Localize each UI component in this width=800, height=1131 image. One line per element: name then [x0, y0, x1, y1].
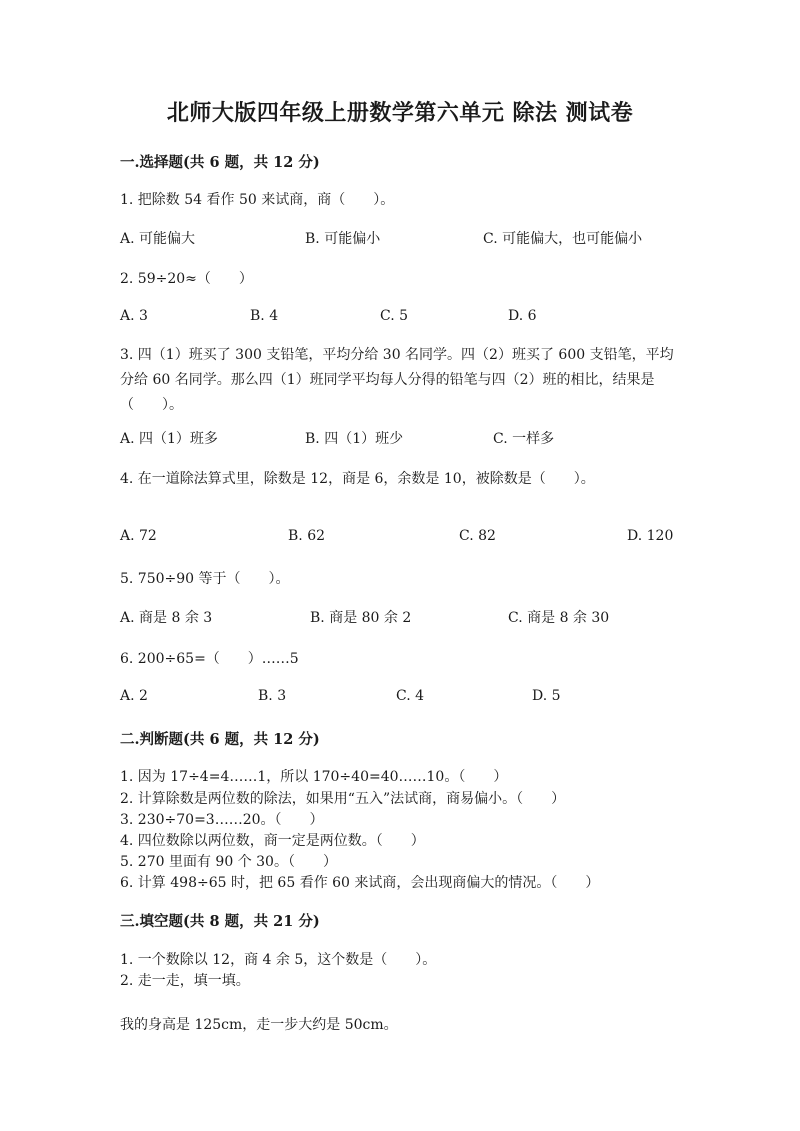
option: A. 3: [120, 308, 148, 324]
question-stem: 3. 四（1）班买了 300 支铅笔，平均分给 30 名同学。四（2）班买了 600 支铅笔，平均分给 60 名同学。那么四（1）班同学平均每人分得的铅笔与四（2）班的相比，结果是（ ）。: [120, 347, 674, 413]
option: A. 商是 8 余 3: [120, 610, 213, 626]
option: C. 一样多: [493, 431, 555, 447]
option: A. 四（1）班多: [120, 431, 218, 447]
question-stem: 2. 59÷20≈（ ）: [120, 271, 253, 287]
option: A. 可能偏大: [120, 231, 196, 247]
judge-item: 4. 四位数除以两位数，商一定是两位数。（ ）: [120, 833, 425, 849]
fill-item: 2. 走一走，填一填。: [120, 973, 250, 989]
question-stem: 1. 把除数 54 看作 50 来试商，商（ ）。: [120, 192, 395, 208]
option: B. 62: [288, 528, 326, 544]
option: D. 120: [627, 528, 674, 544]
option: A. 2: [120, 688, 148, 704]
option: B. 商是 80 余 2: [310, 610, 412, 626]
option: D. 5: [532, 688, 561, 704]
judge-item: 3. 230÷70=3……20。（ ）: [120, 812, 324, 828]
option: C. 82: [459, 528, 496, 544]
section-heading-fill: 三.填空题(共 8 题，共 21 分): [120, 913, 320, 930]
option: B. 四（1）班少: [305, 431, 404, 447]
option: C. 可能偏大，也可能偏小: [483, 231, 643, 247]
judge-item: 2. 计算除数是两位数的除法，如果用“五入”法试商，商易偏小。（ ）: [120, 791, 566, 807]
option: B. 4: [250, 308, 279, 324]
page-title: 北师大版四年级上册数学第六单元 除法 测试卷: [166, 100, 634, 126]
judge-item: 5. 270 里面有 90 个 30。（ ）: [120, 854, 337, 870]
question-stem: 4. 在一道除法算式里，除数是 12，商是 6，余数是 10，被除数是（ ）。: [120, 471, 595, 487]
question-stem: 5. 750÷90 等于（ ）。: [120, 571, 290, 587]
question-stem: 6. 200÷65=（ ）……5: [120, 651, 299, 667]
option: C. 4: [396, 688, 425, 704]
section-heading-judge: 二.判断题(共 6 题，共 12 分): [120, 731, 320, 748]
option: D. 6: [508, 308, 537, 324]
section-heading-choice: 一.选择题(共 6 题，共 12 分): [120, 154, 320, 171]
option: A. 72: [120, 528, 157, 544]
option: C. 商是 8 余 30: [508, 610, 610, 626]
judge-item: 1. 因为 17÷4=4……1，所以 170÷40=40……10。（ ）: [120, 769, 508, 785]
fill-item: 1. 一个数除以 12，商 4 余 5，这个数是（ ）。: [120, 952, 437, 968]
judge-item: 6. 计算 498÷65 时，把 65 看作 60 来试商，会出现商偏大的情况。（ ）: [120, 875, 600, 891]
option: B. 3: [258, 688, 287, 704]
fill-item-context: 我的身高是 125cm，走一步大约是 50cm。: [120, 1017, 398, 1033]
option: C. 5: [380, 308, 409, 324]
option: B. 可能偏小: [305, 231, 381, 247]
